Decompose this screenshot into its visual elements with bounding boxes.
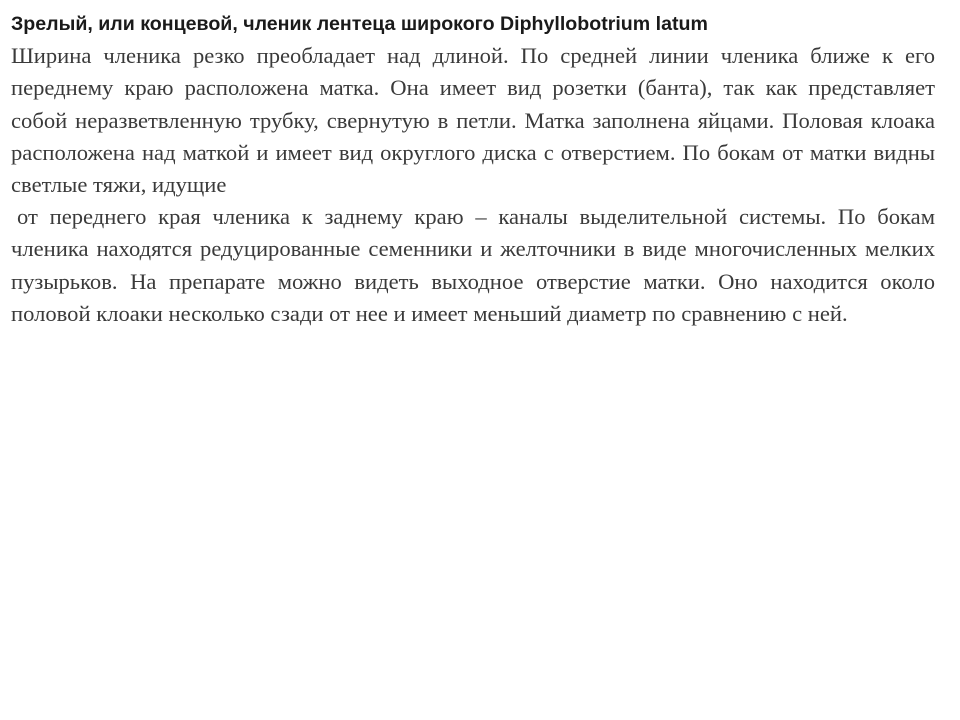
slide-content	[11, 8, 935, 330]
body-paragraph-2: от переднего края членика к заднему краю – каналы выделительной системы. По бокам членика находятся редуцированные семенники и желточники в виде многочисленных мелких пузырьков. На препарате можно видеть выходное отверстие матки. Оно находится около половой клоаки несколько сзади от нее и имеет меньший диаметр по сравнению с ней.	[11, 204, 935, 326]
slide-title: Зрелый, или концевой, членик лентеца широкого Diphyllobotrium latum	[11, 13, 708, 35]
body-paragraph-1: Ширина членика резко преобладает над длиной. По средней линии членика ближе к его переднему краю расположена матка. Она имеет вид розетки (банта), так как представляет собой неразветвленную трубку, свернутую в петли. Матка заполнена яйцами. Половая клоака расположена над маткой и имеет вид округлого диска с отверстием. По бокам от матки видны светлые тяжи, идущие	[11, 43, 935, 198]
